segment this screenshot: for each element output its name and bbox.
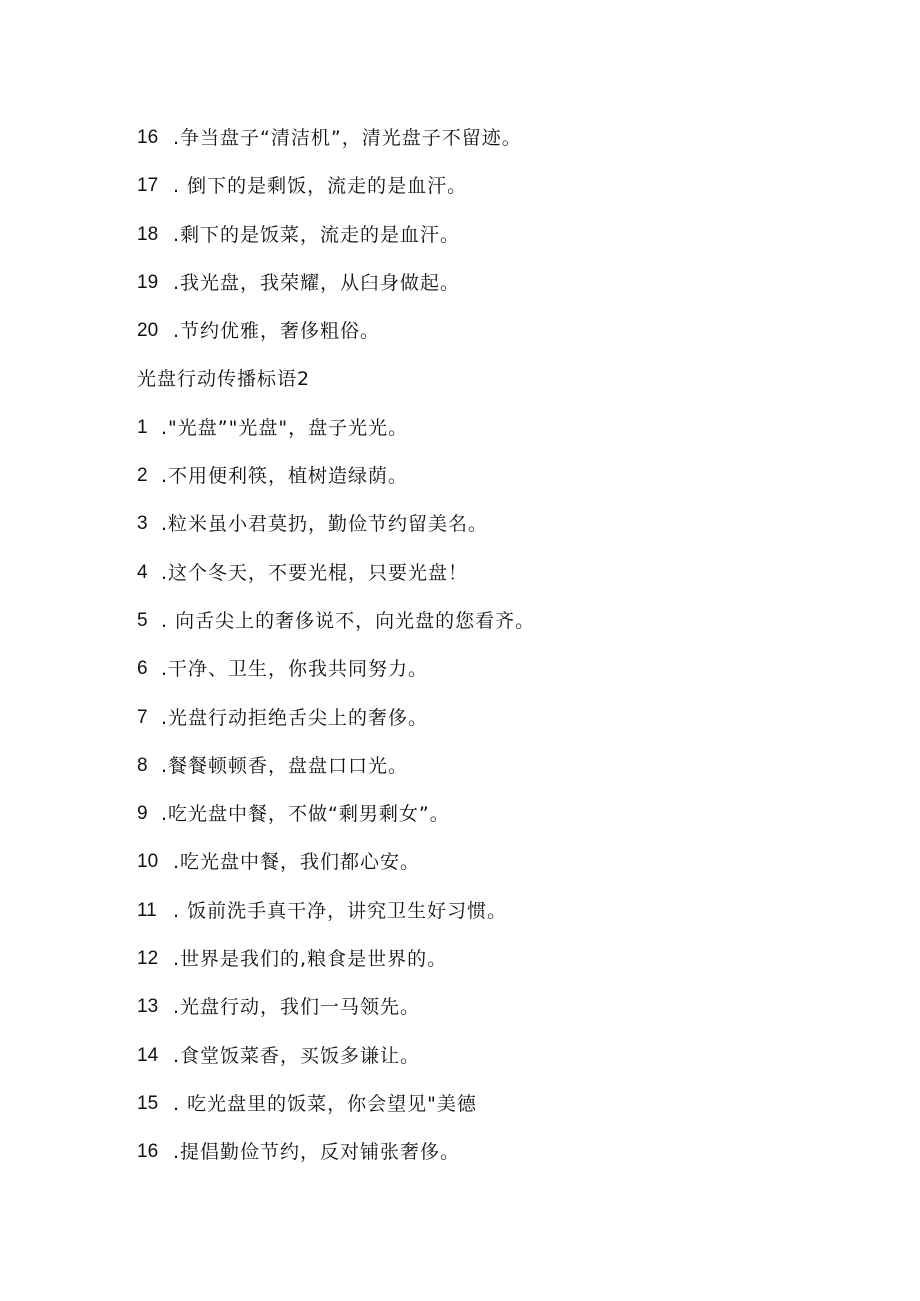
item-number: 17 (137, 175, 159, 197)
list-item (137, 259, 837, 307)
item-number: 16 (137, 127, 159, 148)
item-text: .干净、卫生，你我共同努力。 (161, 658, 429, 681)
item-text: .世界是我们的,粮食是世界的。 (173, 948, 448, 971)
item-number: 18 (137, 223, 159, 245)
list-item (137, 307, 837, 355)
item-text: .提倡勤俭节约，反对铺张奢侈。 (173, 1141, 461, 1164)
item-text: . 倒下的是剩饭，流走的是血汗。 (173, 175, 468, 198)
list-item (137, 500, 837, 548)
item-number: 16 (137, 1141, 159, 1163)
item-text: .节约优雅，奢侈粗俗。 (173, 320, 381, 343)
list-item (137, 114, 837, 162)
list-item (137, 1080, 837, 1128)
item-number: 8 (137, 754, 148, 776)
item-number: 9 (137, 803, 148, 825)
section-heading: 光盘行动传播标语2 (137, 368, 311, 391)
list-item (137, 549, 837, 597)
item-text: .餐餐顿顿香，盘盘口口光。 (161, 754, 409, 777)
list-item (137, 694, 837, 742)
item-text: .光盘行动，我们一马领先。 (173, 996, 421, 1019)
item-text: . 向舌尖上的奢侈说不，向光盘的您看齐。 (161, 609, 536, 632)
list-item (137, 211, 837, 259)
item-number: 12 (137, 948, 159, 970)
item-number: 15 (137, 1092, 159, 1114)
item-text: .剩下的是饭菜，流走的是血汗。 (173, 223, 461, 246)
item-text: .粒米虽小君莫扔，勤俭节约留美名。 (161, 513, 489, 536)
item-number: 6 (137, 658, 148, 680)
item-number: 5 (137, 609, 148, 631)
item-text: .这个冬天，不要光棍，只要光盘！ (161, 561, 469, 584)
list-item (137, 1128, 837, 1176)
list-item (137, 983, 837, 1031)
list-item (137, 742, 837, 790)
item-number: 2 (137, 465, 148, 487)
item-number: 14 (137, 1044, 159, 1066)
list-item (137, 645, 837, 693)
item-text: .吃光盘中餐，不做“剩男剩女”。 (161, 803, 450, 826)
item-text: .争当盘子“清洁机”，清光盘子不留迹。 (173, 127, 522, 149)
item-text: . 饭前洗手真干净，讲究卫生好习惯。 (173, 899, 508, 922)
item-number: 11 (137, 899, 157, 921)
item-text: .食堂饭菜香，买饭多谦让。 (173, 1044, 421, 1067)
item-number: 4 (137, 561, 148, 583)
item-text: .吃光盘中餐，我们都心安。 (173, 851, 421, 874)
list-item (137, 838, 837, 886)
item-number: 7 (137, 706, 148, 728)
list-item (137, 887, 837, 935)
item-text: .光盘行动拒绝舌尖上的奢侈。 (161, 706, 429, 729)
list-item (137, 162, 837, 210)
item-text: . 吃光盘里的饭菜，你会望见"美德 (173, 1092, 477, 1115)
list-item (137, 404, 837, 452)
item-number: 20 (137, 320, 159, 342)
list-item (137, 790, 837, 838)
list-item (137, 597, 837, 645)
item-number: 10 (137, 851, 159, 873)
item-number: 13 (137, 996, 159, 1018)
document-content (137, 114, 837, 1177)
item-number: 19 (137, 271, 159, 293)
list-item (137, 935, 837, 983)
item-number: 1 (137, 416, 148, 438)
item-text: .不用便利筷，植树造绿荫。 (161, 465, 409, 488)
item-text: .我光盘，我荣耀，从臼身做起。 (173, 271, 461, 294)
item-number: 3 (137, 513, 148, 535)
item-text: ."光盘”"光盘"，盘子光光。 (161, 416, 409, 439)
list-item (137, 452, 837, 500)
list-item (137, 1032, 837, 1080)
